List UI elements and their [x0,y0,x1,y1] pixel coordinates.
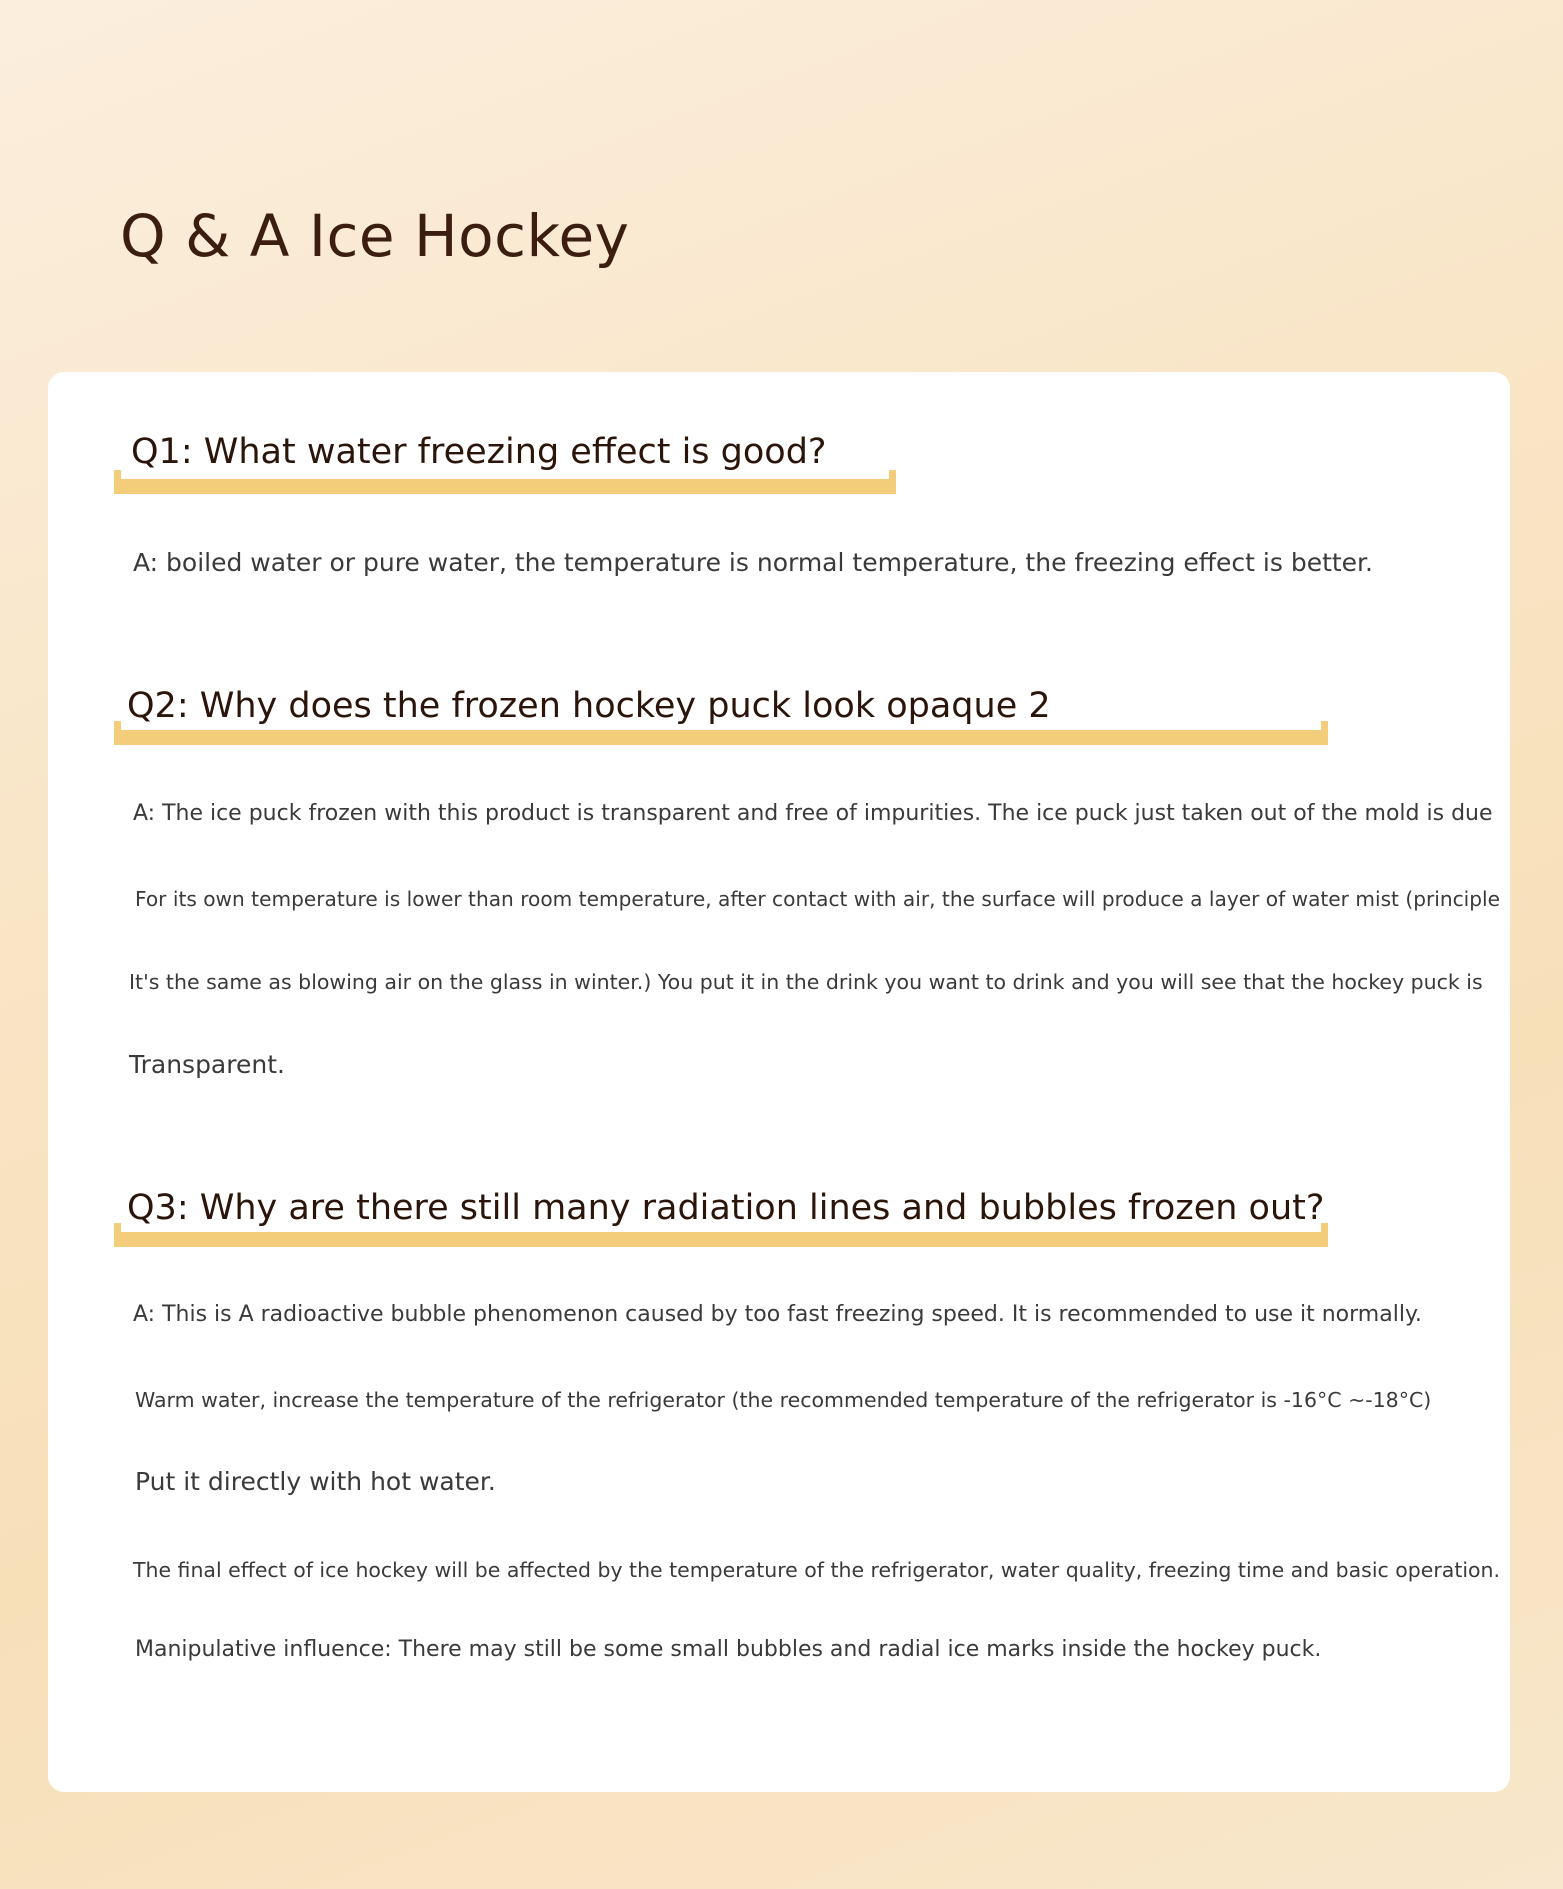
q3-answer-line-5: Manipulative influence: There may still be some small bubbles and radial ice marks inside the hockey puck. [135,1637,1322,1662]
q1-highlight-bar [114,470,896,494]
q2-answer-line-1: A: The ice puck frozen with this product is transparent and free of impurities. The ice puck just taken out of the mold is due [133,801,1493,826]
q2-answer-line-4: Transparent. [129,1050,285,1079]
q3-question: Q3: Why are there still many radiation lines and bubbles frozen out? [127,1188,1325,1228]
q2-answer-line-3: It's the same as blowing air on the glass in winter.) You put it in the drink you want to drink and you will see that the hockey puck is [129,970,1483,994]
page-title: Q & A Ice Hockey [120,202,630,270]
q3-answer-line-2: Warm water, increase the temperature of the refrigerator (the recommended temperature of the refrigerator is -16°C ~-18°C) [135,1388,1432,1412]
q2-answer-line-2: For its own temperature is lower than room temperature, after contact with air, the surface will produce a layer of water mist (principle [135,887,1501,911]
q2-question: Q2: Why does the frozen hockey puck look opaque 2 [127,686,1051,726]
q1-question: Q1: What water freezing effect is good? [131,432,827,472]
q3-answer-line-1: A: This is A radioactive bubble phenomenon caused by too fast freezing speed. It is recommended to use it normally. [133,1302,1422,1327]
q3-answer-line-3: Put it directly with hot water. [135,1467,496,1496]
q3-answer-line-4: The final effect of ice hockey will be affected by the temperature of the refrigerator, water quality, freezing time and basic operation. [133,1558,1501,1582]
q1-answer-line-1: A: boiled water or pure water, the temperature is normal temperature, the freezing effect is better. [133,548,1373,577]
